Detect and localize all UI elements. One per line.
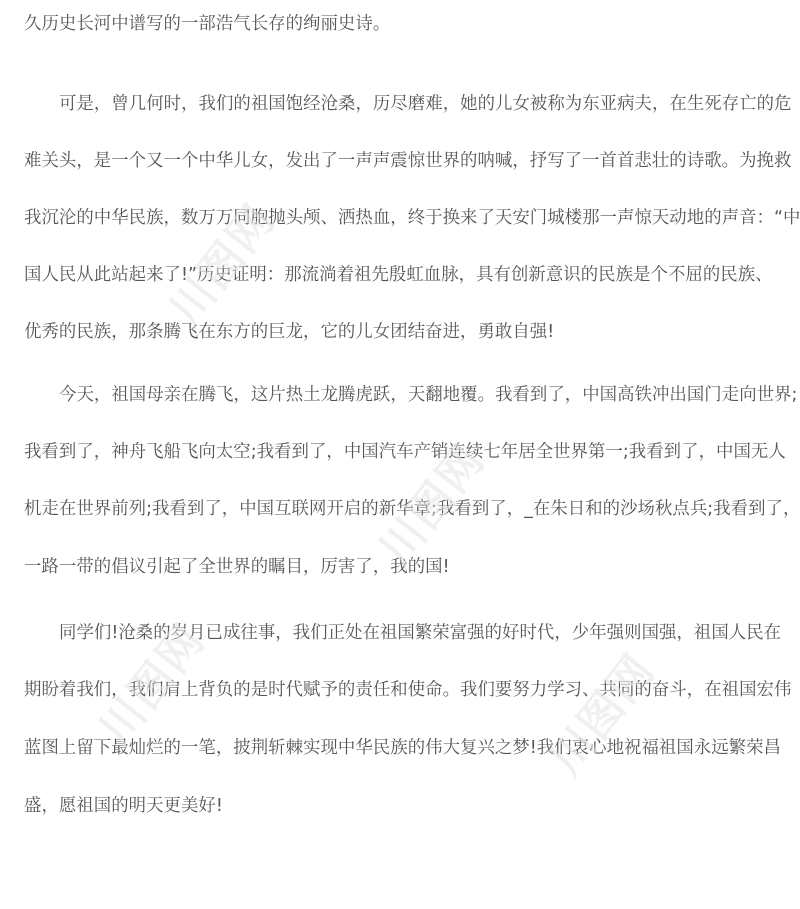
watermark: 川图网 — [539, 644, 666, 785]
paragraph-4-line-4: 盛，愿祖国的明天更美好! — [24, 796, 223, 816]
paragraph-4-line-1: 同学们!沧桑的岁月已成往事，我们正处在祖国繁荣富强的好时代，少年强则国强，祖国人民在 — [59, 623, 782, 643]
paragraph-3-line-2: 我看到了，神舟飞船飞向太空;我看到了，中国汽车产销连续七年居全世界第一;我看到了，中国无人 — [24, 442, 786, 462]
paragraph-3-line-1: 今天，祖国母亲在腾飞，这片热土龙腾虎跃，天翻地覆。我看到了，中国高铁冲出国门走向世界; — [59, 385, 798, 405]
paragraph-2-line-3: 我沉沦的中华民族，数万万同胞抛头颅、洒热血，终于换来了天安门城楼那一声惊天动地的声音：“中 — [24, 208, 800, 228]
paragraph-2-line-1: 可是，曾几何时，我们的祖国饱经沧桑，历尽磨难，她的儿女被称为东亚病夫，在生死存亡的危 — [59, 94, 792, 114]
paragraph-4-line-2: 期盼着我们，我们肩上背负的是时代赋予的责任和使命。我们要努力学习、共同的奋斗，在祖国宏伟 — [24, 680, 792, 700]
paragraph-2-line-4: 国人民从此站起来了!”历史证明：那流淌着祖先殷虹血脉，具有创新意识的民族是个不屈的民族、 — [24, 265, 773, 285]
watermark: 川图网 — [89, 614, 216, 755]
paragraph-4-line-3: 蓝图上留下最灿烂的一笔，披荆斩棘实现中华民族的伟大复兴之梦!我们衷心地祝福祖国永远繁荣昌 — [24, 738, 781, 758]
paragraph-2-line-2: 难关头，是一个又一个中华儿女，发出了一声声震惊世界的呐喊，抒写了一首首悲壮的诗歌。为挽救 — [24, 151, 792, 171]
paragraph-1-line-1: 久历史长河中谱写的一部浩气长存的绚丽史诗。 — [24, 14, 391, 34]
paragraph-3-line-3: 机走在世界前列;我看到了，中国互联网开启的新华章;我看到了，_在朱日和的沙场秋点兵;我看到了， — [24, 499, 800, 519]
watermark: 川图网 — [159, 194, 286, 335]
paragraph-3-line-4: 一路一带的倡议引起了全世界的瞩目，厉害了，我的国! — [24, 557, 450, 577]
paragraph-2-line-5: 优秀的民族，那条腾飞在东方的巨龙，它的儿女团结奋进，勇敢自强! — [24, 322, 555, 342]
watermark: 川图网 — [369, 434, 496, 575]
